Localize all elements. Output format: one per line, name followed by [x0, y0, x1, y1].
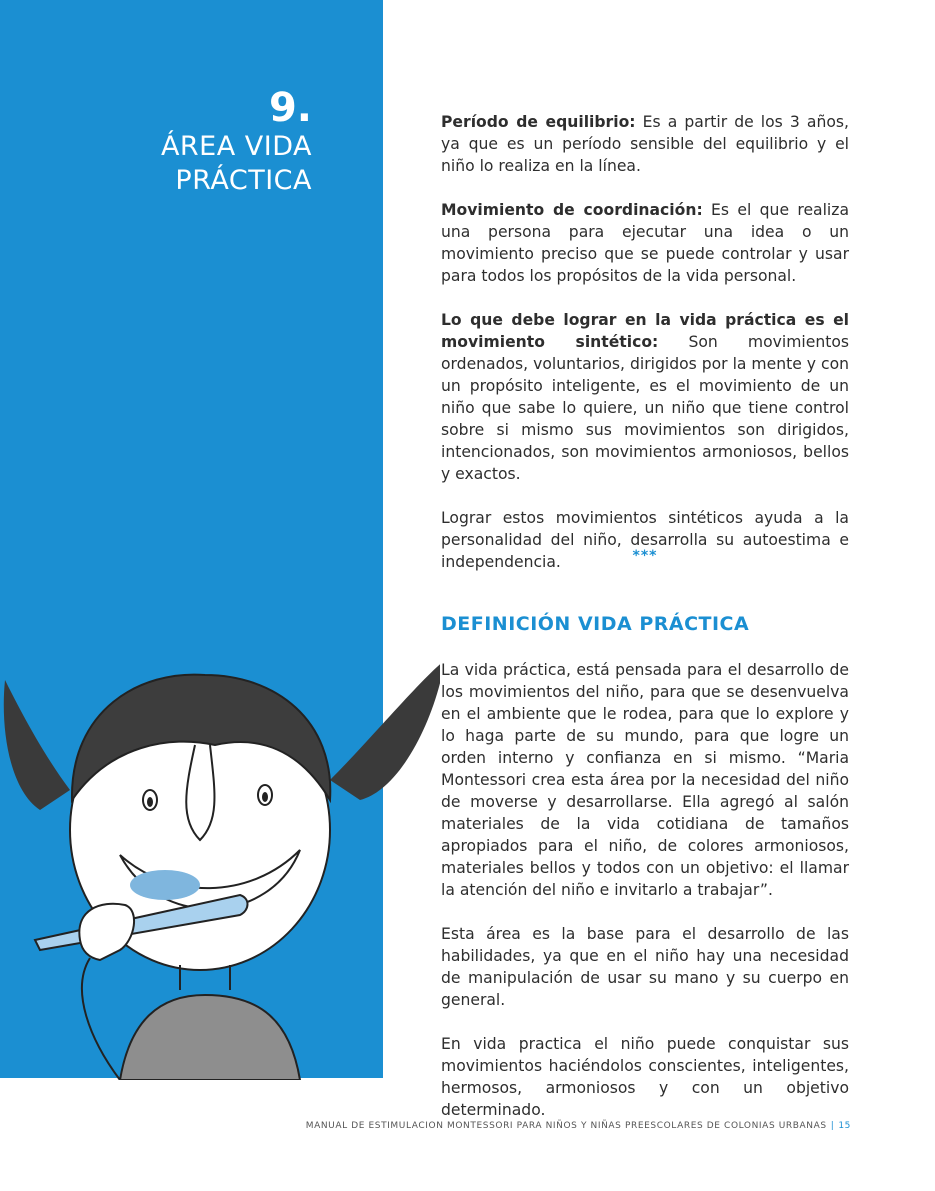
paragraph-text: Es a partir de los 3 años, ya que es un período sensible del equilibrio y el niño lo realiza en la línea.	[441, 113, 849, 175]
page-number: 15	[838, 1121, 851, 1131]
section-separator: ***	[632, 548, 658, 564]
paragraph	[441, 309, 849, 485]
page-footer	[306, 1121, 851, 1131]
paragraph	[441, 199, 849, 287]
chapter-title-line1: ÁREA VIDA	[160, 131, 312, 162]
chapter-title-line2: PRÁCTICA	[175, 165, 312, 196]
section-title: DEFINICIÓN VIDA PRÁCTICA	[441, 613, 750, 635]
definition-paragraph: La vida práctica, está pensada para el desarrollo de los movimientos del niño, para que se desenvuelva en el ambiente que le rodea, para que lo explore y lo haga parte de su mundo, para que logre un orden interno y confianza en si mismo. “Maria Montessori crea esta área por la necesidad del niño de moverse y desarrollarse. Ella agregó al salón materiales de la vida cotidiana de tamaños apropiados para el niño, de colores armoniosos, materiales bellos y todos con un objetivo: el llamar la atención del niño e invitarlo a trabajar”.	[441, 661, 849, 899]
paragraph	[441, 111, 849, 177]
chapter-number: 9.	[268, 85, 312, 131]
paragraph-text: Lograr estos movimientos sintéticos ayuda a la personalidad del niño, desarrolla su autoestima e independencia.	[441, 509, 849, 571]
toothpaste-foam	[130, 870, 200, 900]
definition-paragraph: En vida practica el niño puede conquistar sus movimientos haciéndolos conscientes, inteligentes, hermosos, armoniosos y con un objetivo determinado.	[441, 1035, 849, 1119]
body-text	[441, 111, 849, 595]
shirt	[120, 995, 300, 1080]
left-pupil	[147, 797, 153, 807]
chapter-heading	[161, 86, 312, 198]
right-pigtail	[330, 660, 440, 800]
definition-text	[441, 659, 849, 1143]
girl-brushing-teeth-illustration	[0, 640, 440, 1080]
footer-divider: |	[830, 1121, 835, 1131]
footer-text: MANUAL DE ESTIMULACION MONTESSORI PARA NIÑOS Y NIÑAS PREESCOLARES DE COLONIAS URBANAS	[305, 1121, 827, 1131]
hand	[79, 904, 134, 960]
paragraph-lead: Lo que debe lograr en la vida práctica es el movimiento sintético:	[441, 311, 849, 351]
paragraph-text: Son movimientos ordenados, voluntarios, dirigidos por la mente y con un propósito inteligente, es el movimiento de un niño que sabe lo quiere, un niño que tiene control sobre si mismo sus movimientos son dirigidos, intencionados, son movimientos armoniosos, bellos y exactos.	[441, 333, 849, 483]
paragraph-text: Es el que realiza una persona para ejecutar una idea o un movimiento preciso que se puede controlar y usar para todos los propósitos de la vida personal.	[441, 201, 850, 285]
paragraph-lead: Período de equilibrio:	[441, 113, 636, 131]
paragraph-lead: Movimiento de coordinación:	[441, 201, 703, 219]
right-pupil	[262, 792, 268, 802]
arm	[82, 958, 120, 1080]
definition-paragraph: Esta área es la base para el desarrollo de las habilidades, ya que en el niño hay una necesidad de manipulación de usar su mano y su cuerpo en general.	[441, 925, 849, 1009]
left-pigtail	[4, 680, 70, 810]
